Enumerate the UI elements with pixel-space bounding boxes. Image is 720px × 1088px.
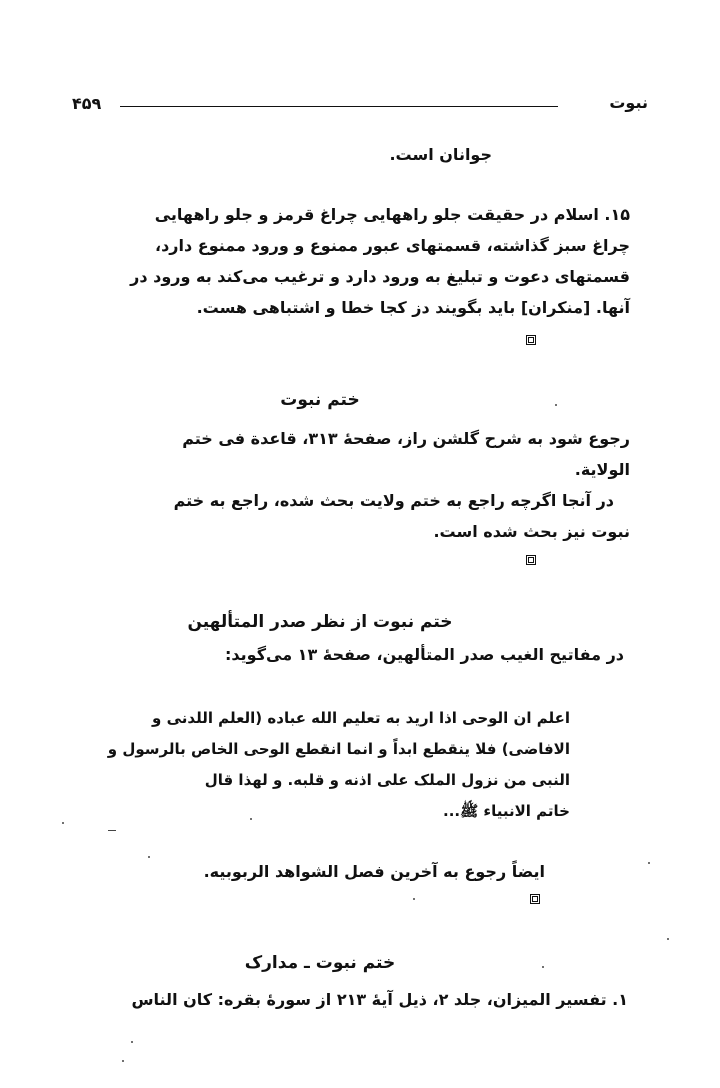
intro-line: جوانان است.	[389, 145, 492, 164]
scan-speck	[62, 822, 64, 824]
text-line: نبوت نیز بحث شده است.	[433, 522, 630, 541]
scan-speck	[148, 856, 150, 858]
section-title-khatm: ختم نبوت	[280, 390, 360, 410]
scan-speck	[555, 404, 557, 406]
text-line: در آنجا اگرچه راجع به ختم ولایت بحث شده، راجع به ختم	[173, 491, 614, 510]
scan-speck	[413, 898, 415, 900]
header-rule	[120, 106, 558, 107]
quote-line: اعلم ان الوحی اذا ارید به تعلیم الله عباده (العلم اللدنی و	[152, 709, 570, 727]
madarek-line: ۱. تفسیر المیزان، جلد ۲، ذیل آیهٔ ۲۱۳ از سورهٔ بقره: کان الناس	[131, 990, 628, 1009]
text-line: قسمتهای دعوت و تبلیغ به ورود دارد و ترغیب می‌کند به ورود در	[130, 267, 630, 286]
scan-speck	[667, 938, 669, 940]
text-line: چراغ سبز گذاشته، قسمتهای عبور ممنوع و ورود ممنوع دارد،	[155, 236, 630, 255]
scan-speck	[648, 862, 650, 864]
scan-speck	[250, 818, 252, 820]
running-title: نبوت	[609, 93, 648, 112]
also-reference: ایضاً رجوع به آخرین فصل الشواهد الربوبیه.	[203, 862, 545, 881]
quote-line: خاتم الانبیاء ﷺ...	[443, 802, 570, 820]
section-end-mark-icon	[526, 555, 536, 565]
quote-line: الافاضی) فلا ینقطع ابداً و انما انقطع الوحی الخاص بالرسول و	[107, 740, 570, 758]
section-title-madarek: ختم نبوت ـ مدارک	[244, 953, 396, 973]
khatm-paragraph	[85, 423, 630, 547]
section-end-mark-icon	[530, 894, 540, 904]
scan-speck	[122, 1060, 124, 1062]
page-number: ۴۵۹	[72, 94, 102, 113]
text-line: رجوع شود به شرح گلشن راز، صفحهٔ ۳۱۳، قاعدة فی ختم	[182, 429, 630, 448]
text-line: ۱۵. اسلام در حقیقت جلو راههایی چراغ قرمز و جلو راههایی	[154, 205, 630, 224]
text-line: الولایة.	[574, 460, 630, 479]
sadr-subtitle: در مفاتیح الغیب صدر المتألهین، صفحهٔ ۱۳ می‌گوید:	[225, 645, 624, 664]
quote-line: النبی من نزول الملک علی اذنه و قلبه. و لهذا قال	[204, 771, 570, 789]
text-line: آنها. [منکران] باید بگویند دز کجا خطا و اشتباهی هست.	[196, 298, 630, 317]
item-15-paragraph	[85, 199, 630, 323]
scan-speck	[131, 1041, 133, 1043]
arabic-quote	[92, 703, 570, 827]
section-end-mark-icon	[526, 335, 536, 345]
scan-speck	[542, 966, 544, 968]
scan-speck	[108, 830, 116, 831]
section-title-sadr: ختم نبوت از نظر صدر المتألهین	[187, 612, 453, 632]
